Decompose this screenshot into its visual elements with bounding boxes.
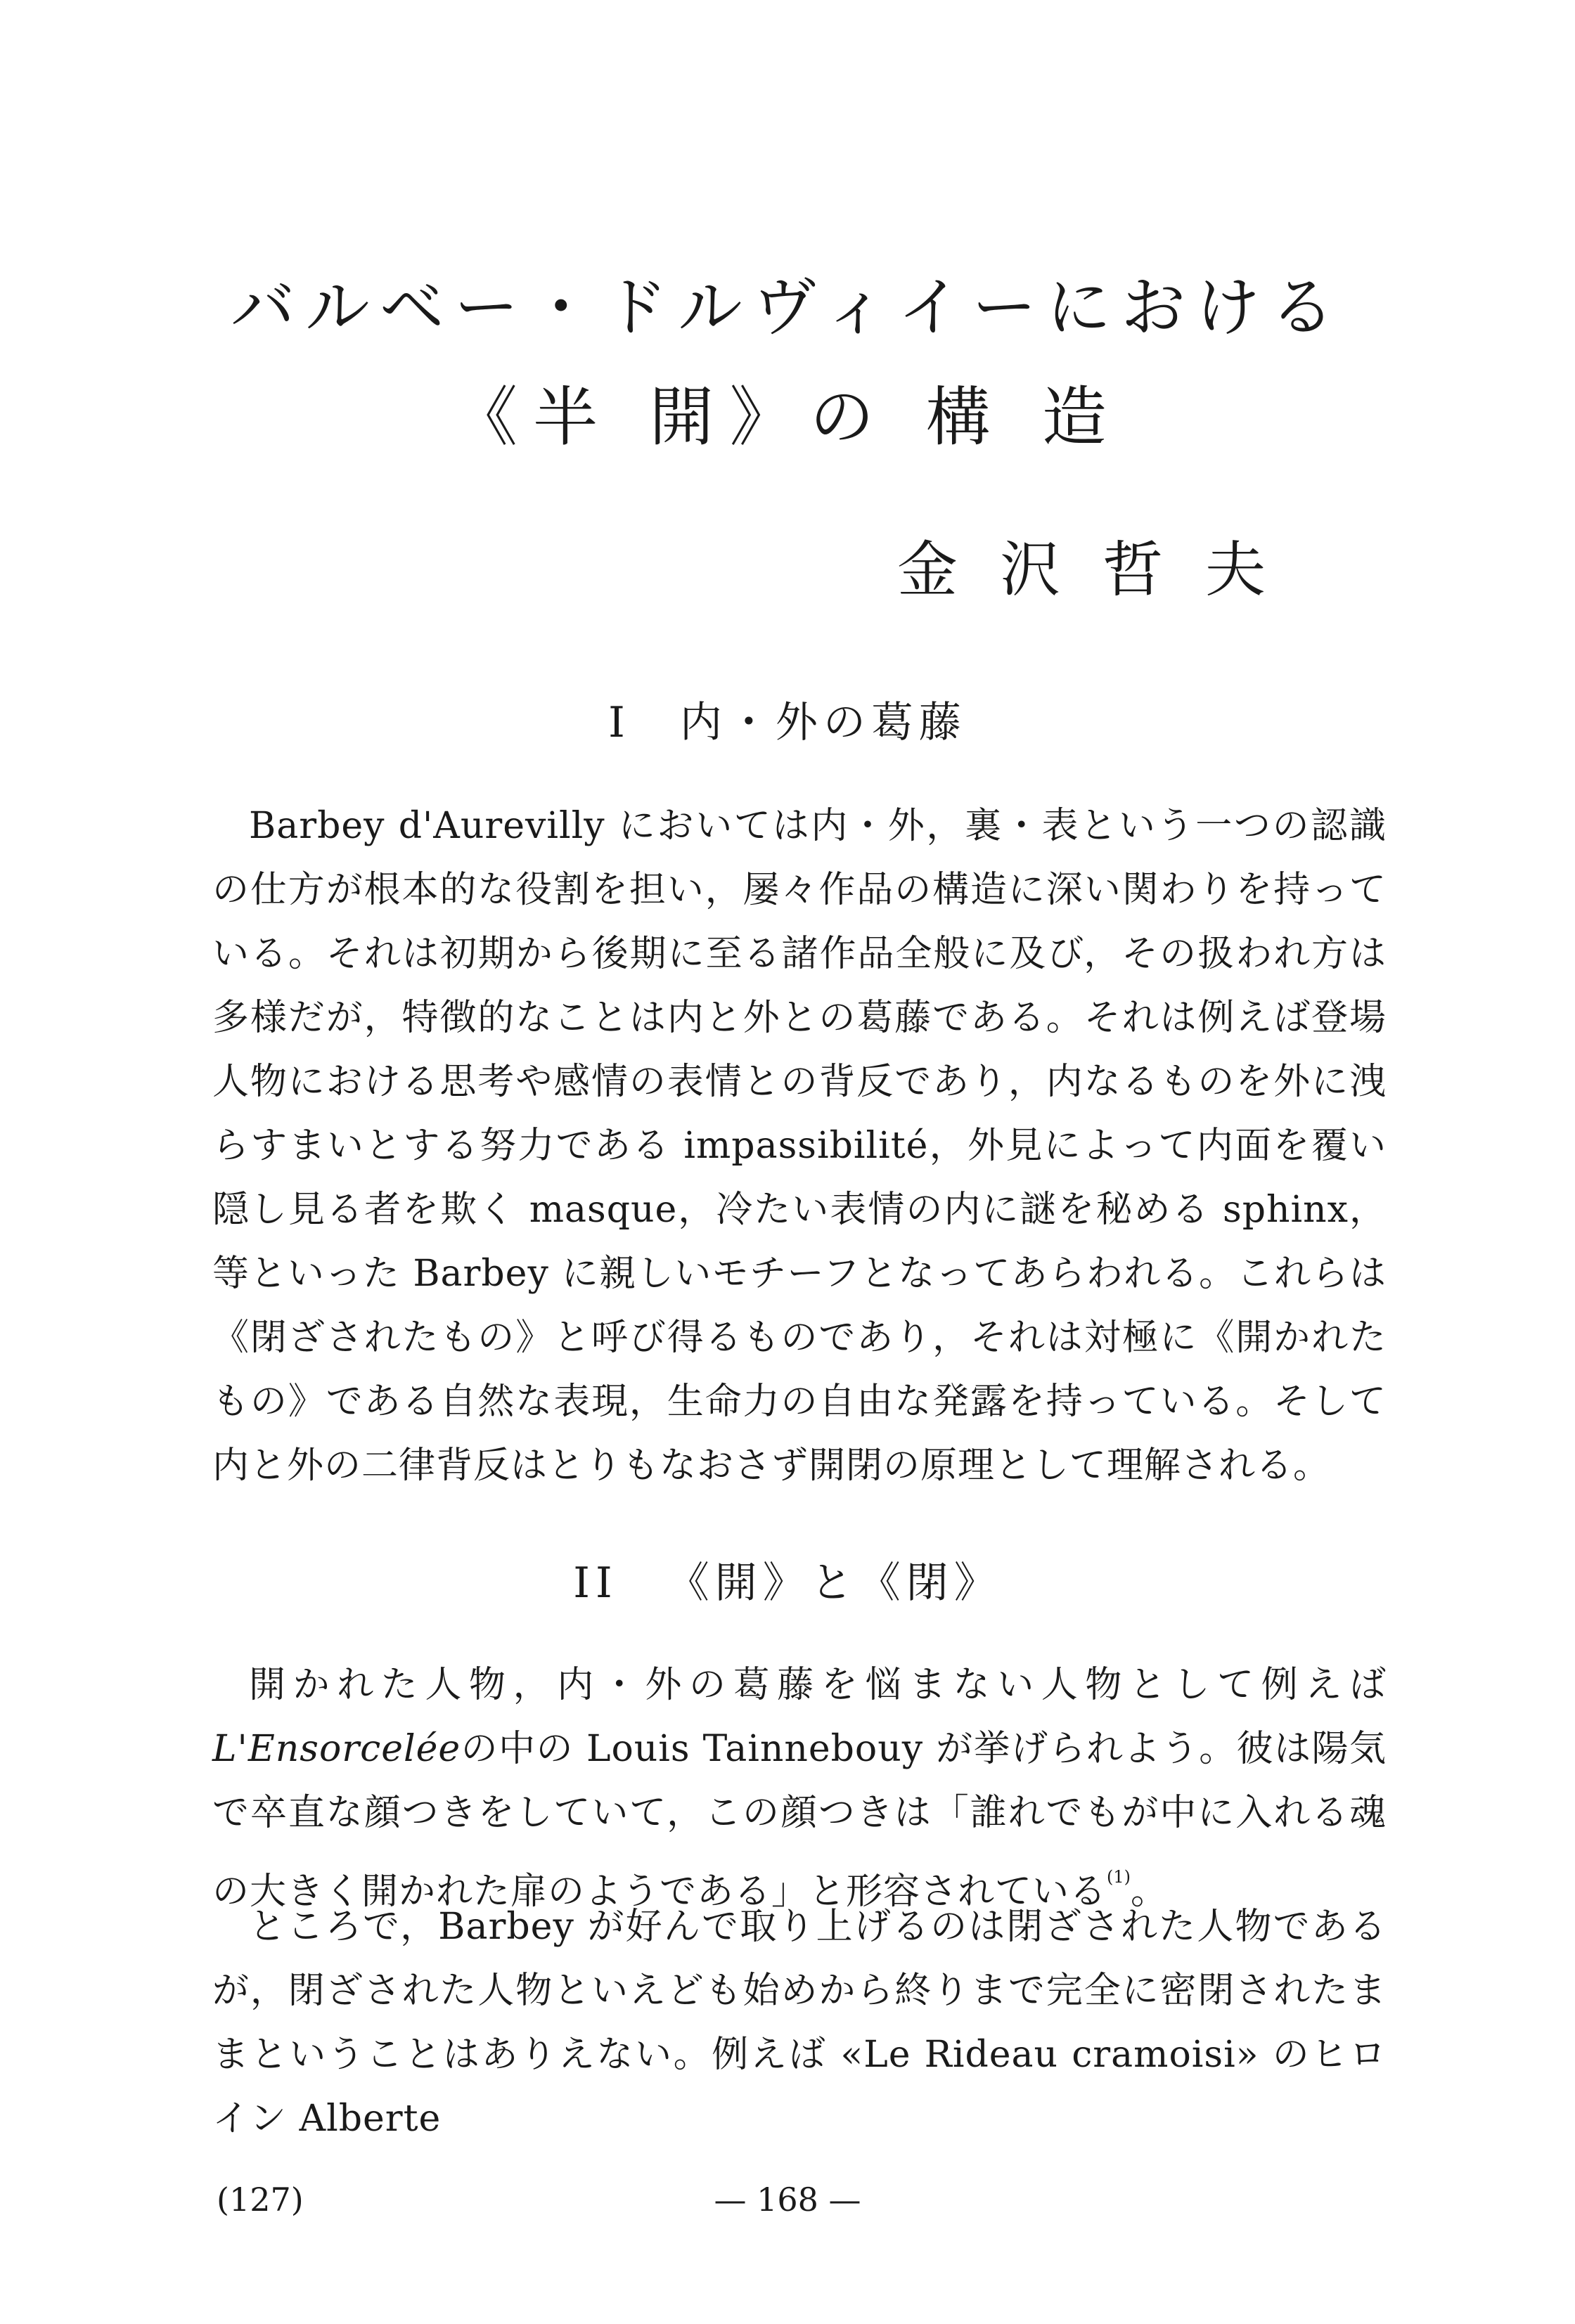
title-line-1: バルベー・ドルヴィイーにおける	[230, 270, 1345, 345]
author-name: 金沢哲夫	[897, 535, 1308, 605]
paragraph-2	[212, 1653, 1387, 1924]
title-line-2: 《半 開》の 構 造	[453, 380, 1122, 455]
page-number-original: (127)	[217, 2181, 304, 2219]
paragraph-3: ところで，Barbey が好んで取り上げるのは閉ざされた人物であるが，閉ざされた人物といえども始めから終りまで完全に密閉されたままということはありえない。例えば «Le Rideau cramoisi» のヒロイン Alberte	[212, 1906, 1387, 2140]
footnote-marker: (1)	[1107, 1867, 1131, 1887]
section-heading-2	[0, 1558, 1575, 1608]
paragraph-2-text-b: の中の Louis Tainnebouy が挙げられよう。彼は陽気で卒直な顔つきをしていて，この顔つきは「誰れでもが中に入れる魂の大きく開かれた扉のようである」と形容されている	[212, 1728, 1387, 1913]
section-heading-1	[0, 698, 1575, 747]
page-number: — 168 —	[714, 2181, 861, 2219]
paragraph-1: Barbey d'Aurevilly においては内・外，裏・表という一つの認識の仕方が根本的な役割を担い，屡々作品の構造に深い関わりを持っている。それは初期から後期に至る諸作品全般に及び，その扱われ方は多様だが，特徴的なことは内と外との葛藤である。それは例えば登場人物における思考や感情の表情との背反であり，内なるものを外に洩らすまいとする努力である impassibilité，外見によって内面を覆い隠し見る者を欺く masque，冷たい表情の内に謎を秘める sphinx，等といった Barbey に親しいモチーフとなってあらわれる。これらは《閉ざされたもの》と呼び得るものであり，それは対極に《開かれたもの》である自然な表現，生命力の自由な発露を持っている。そして内と外の二律背反はとりもなおさず開閉の原理として理解される。	[212, 805, 1387, 1487]
paragraph-2-text-a: 開かれた人物，内・外の葛藤を悩まない人物として例えば	[249, 1664, 1387, 1706]
work-title-italic: L'Ensorcelée	[212, 1728, 461, 1770]
paragraph-2-ending: 。	[1131, 1871, 1169, 1913]
section-number-2: II	[573, 1558, 618, 1608]
section-title-2: 《開》と《閉》	[667, 1558, 1002, 1608]
section-number-1: I	[608, 698, 631, 747]
section-title-1: 内・外の葛藤	[679, 698, 967, 747]
